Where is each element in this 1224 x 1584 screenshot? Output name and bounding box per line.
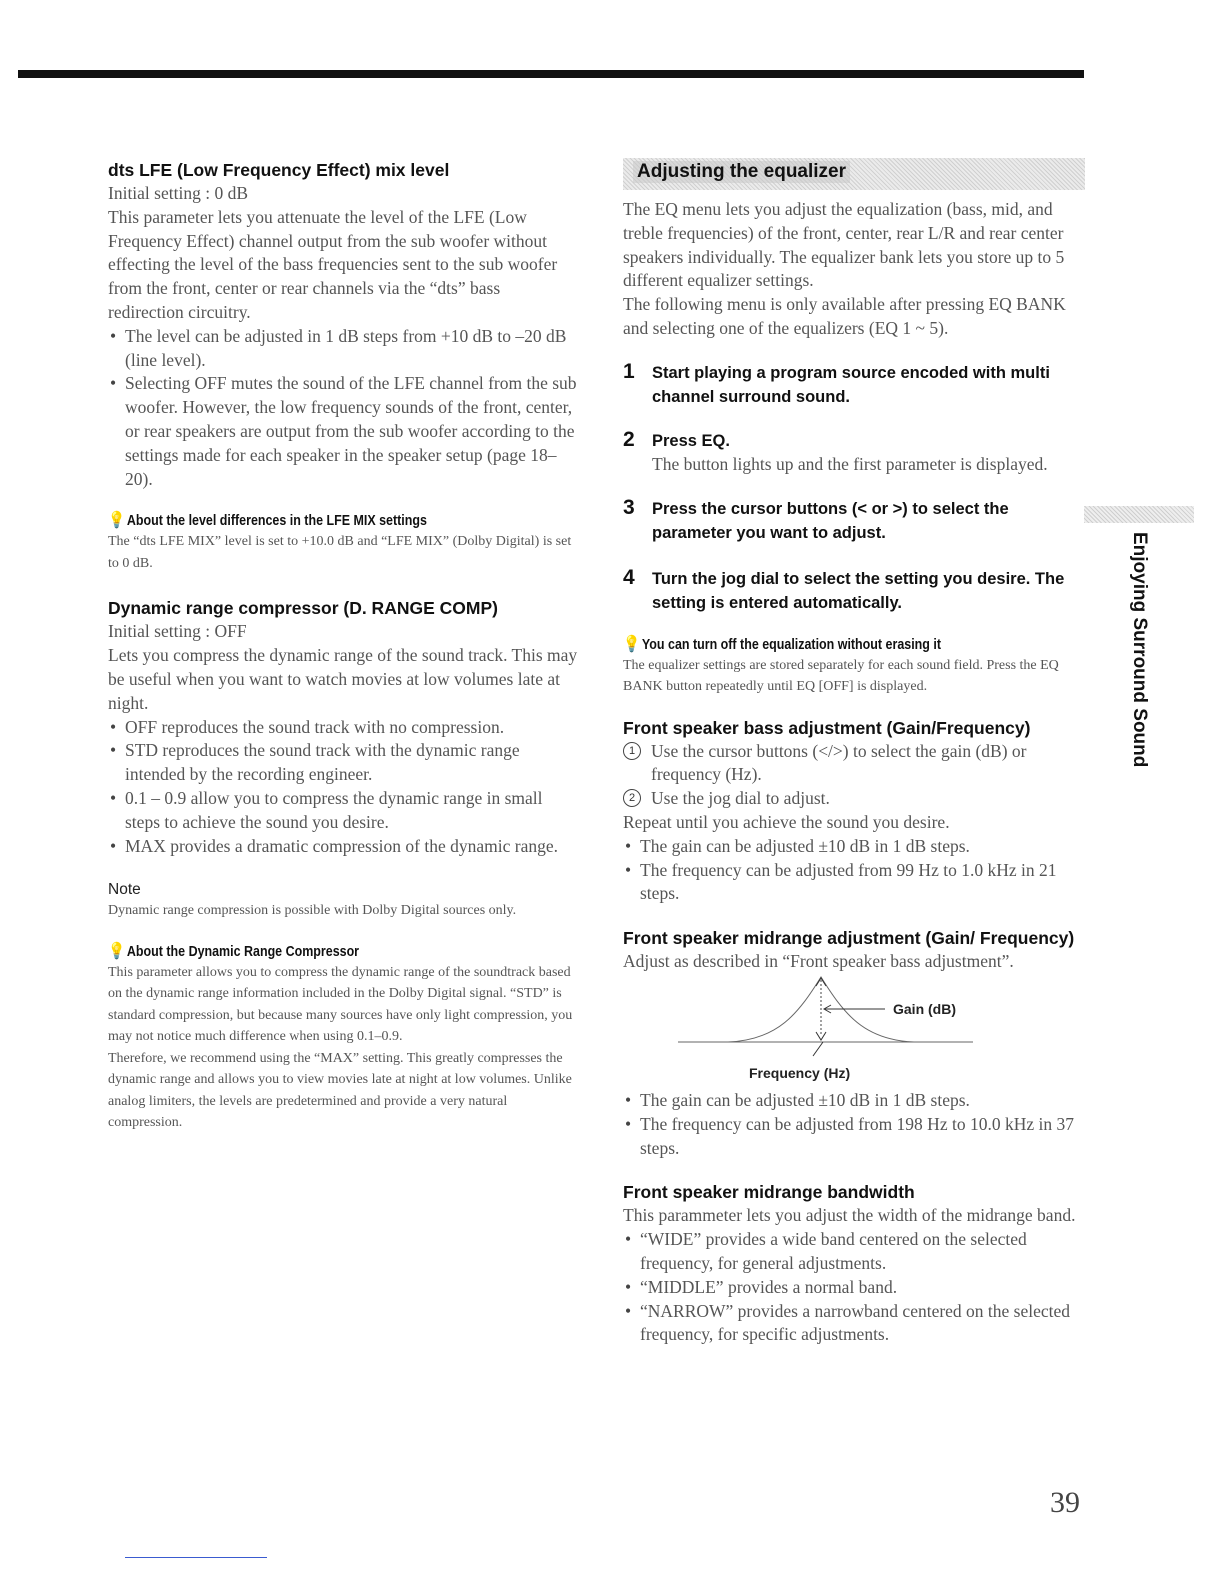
tip-heading-lfe-mix [108, 511, 512, 531]
step-2 [623, 429, 1085, 477]
tip-text-lfe-mix: The “dts LFE MIX” level is set to +10.0 dB and “LFE MIX” (Dolby Digital) is set to 0 dB. [108, 534, 572, 571]
tip-heading-drc [108, 942, 512, 962]
bass-step-2 [623, 787, 1085, 811]
bandwidth-heading: Front speaker midrange bandwidth [623, 1182, 915, 1203]
tip-title: You can turn off the equalization without erasing it [641, 636, 941, 653]
bass-heading: Front speaker bass adjustment (Gain/Frequency) [623, 717, 1031, 738]
list-item: • Selecting OFF mutes the sound of the LFE channel from the sub woofer. However, the low frequency sounds of the front, center, or rear speakers are output from the sub woofer according to the settings made for each speaker in the speaker setup (page 18–20). [108, 372, 578, 491]
list-item: • OFF reproduces the sound track with no compression. [108, 716, 578, 740]
tip-title: About the level differences in the LFE MIX settings [126, 513, 427, 530]
step-description: The button lights up and the first parameter is displayed. [652, 453, 1048, 474]
bass-step-1 [623, 740, 1085, 788]
step-1 [623, 361, 1085, 409]
eq-intro-2: The following menu is only available after pressing EQ BANK and selecting one of the equalizers (EQ 1 ~ 5). [623, 294, 1066, 338]
step-title: Press EQ. [652, 431, 730, 450]
midrange-heading: Front speaker midrange adjustment (Gain/ Frequency) [623, 928, 1075, 949]
eq-curve-diagram [623, 974, 1085, 1069]
midrange-text: Adjust as described in “Front speaker bass adjustment”. [623, 951, 1014, 972]
tip-text-drc-2: Therefore, we recommend using the “MAX” setting. This greatly compresses the dynamic range and allows you to view movies late at night at low volumes. Unlike analog limiters, the levels are predetermined and provide a very natural compression. [108, 1050, 572, 1131]
side-tab-marker [1084, 506, 1194, 523]
step-number: 2 [623, 427, 635, 451]
step-number: 3 [623, 495, 635, 519]
drc-description: Lets you compress the dynamic range of the sound track. This may be useful when you want to watch movies at low volumes late at night. [108, 645, 578, 713]
list-item: • 0.1 – 0.9 allow you to compress the dynamic range in small steps to achieve the sound you desire. [108, 787, 578, 835]
tip-text-drc-1: This parameter allows you to compress the dynamic range of the soundtrack based on the dynamic range information included in the Dolby Digital signal. “STD” is standard compression, but because many sources have only light compression, you may not notice much difference when using 0.1–0.9. [108, 964, 573, 1045]
step-title: Press the cursor buttons (< or >) to select the parameter you want to adjust. [652, 499, 1009, 542]
chapter-side-label [1126, 532, 1152, 772]
lightbulb-icon: 💡 [623, 635, 641, 653]
right-column [623, 158, 1085, 1347]
list-item: • MAX provides a dramatic compression of the dynamic range. [108, 835, 578, 859]
step-3 [623, 497, 1085, 545]
drc-heading: Dynamic range compressor (D. RANGE COMP) [108, 598, 498, 619]
gain-label: Gain (dB) [893, 1000, 956, 1017]
dts-lfe-heading: dts LFE (Low Frequency Effect) mix level [108, 160, 450, 180]
list-item: • The level can be adjusted in 1 dB steps from +10 dB to –20 dB (line level). [108, 325, 578, 373]
left-column [108, 158, 578, 1134]
section-title: Adjusting the equalizer [633, 161, 850, 183]
bandwidth-text: This parammeter lets you adjust the width of the midrange band. [623, 1205, 1076, 1226]
list-item: • The gain can be adjusted ±10 dB in 1 dB steps. [623, 1089, 1085, 1113]
note-heading: Note [108, 881, 141, 899]
lightbulb-icon: 💡 [108, 512, 126, 530]
frequency-label: Frequency (Hz) [749, 1064, 851, 1081]
list-item: • STD reproduces the sound track with the dynamic range intended by the recording engineer. [108, 739, 578, 787]
list-item: • “WIDE” provides a wide band centered on the selected frequency, for general adjustments. [623, 1228, 1085, 1276]
step-4 [623, 567, 1085, 615]
drc-initial-setting: Initial setting : OFF [108, 621, 247, 642]
dts-description: This parameter lets you attenuate the level of the LFE (Low Frequency Effect) channel output from the sub woofer without effecting the level of the bass frequencies sent to the sub woofer from the front, center or rear channels via the “dts” bass redirection circuitry. [108, 206, 558, 322]
tip-heading-eq-off [623, 635, 1020, 655]
circled-number: 1 [623, 742, 641, 760]
frequency-pointer [813, 1042, 823, 1056]
bottom-line [125, 1557, 267, 1558]
tip-title: About the Dynamic Range Compressor [126, 943, 360, 960]
chapter-title: Enjoying Surround Sound [1129, 532, 1150, 768]
list-item: • The frequency can be adjusted from 99 Hz to 1.0 kHz in 21 steps. [623, 859, 1085, 907]
list-item: • “NARROW” provides a narrowband centered on the selected frequency, for specific adjustments. [623, 1300, 1085, 1348]
bass-step-2-text: Use the jog dial to adjust. [651, 788, 830, 809]
eq-intro-1: The EQ menu lets you adjust the equalization (bass, mid, and treble frequencies) of the front, center, rear L/R and rear center speakers individually. The equalizer bank lets you store up to 5 different equalizer settings. [623, 199, 1065, 291]
step-title: Turn the jog dial to select the setting you desire. The setting is entered automatically. [652, 569, 1065, 612]
bass-repeat: Repeat until you achieve the sound you desire. [623, 811, 950, 832]
list-item: • “MIDDLE” provides a normal band. [623, 1276, 1085, 1300]
page-number: 39 [1050, 1486, 1080, 1519]
top-rule [18, 70, 1084, 78]
note-text: Dynamic range compression is possible with Dolby Digital sources only. [108, 903, 517, 919]
step-number: 1 [623, 359, 635, 383]
lightbulb-icon: 💡 [108, 942, 126, 960]
tip-text-eq-off: The equalizer settings are stored separately for each sound field. Press the EQ BANK button repeatedly until EQ [OFF] is displayed. [623, 657, 1059, 695]
step-number: 4 [623, 565, 635, 589]
list-item: • The gain can be adjusted ±10 dB in 1 dB steps. [623, 835, 1085, 859]
circled-number: 2 [623, 789, 641, 807]
step-title: Start playing a program source encoded with multi channel surround sound. [652, 363, 1050, 406]
list-item: • The frequency can be adjusted from 198 Hz to 10.0 kHz in 37 steps. [623, 1113, 1085, 1161]
dts-initial-setting: Initial setting : 0 dB [108, 183, 248, 203]
bass-step-1-text: Use the cursor buttons (</>) to select the gain (dB) or frequency (Hz). [651, 740, 1027, 785]
section-banner [623, 158, 1085, 190]
